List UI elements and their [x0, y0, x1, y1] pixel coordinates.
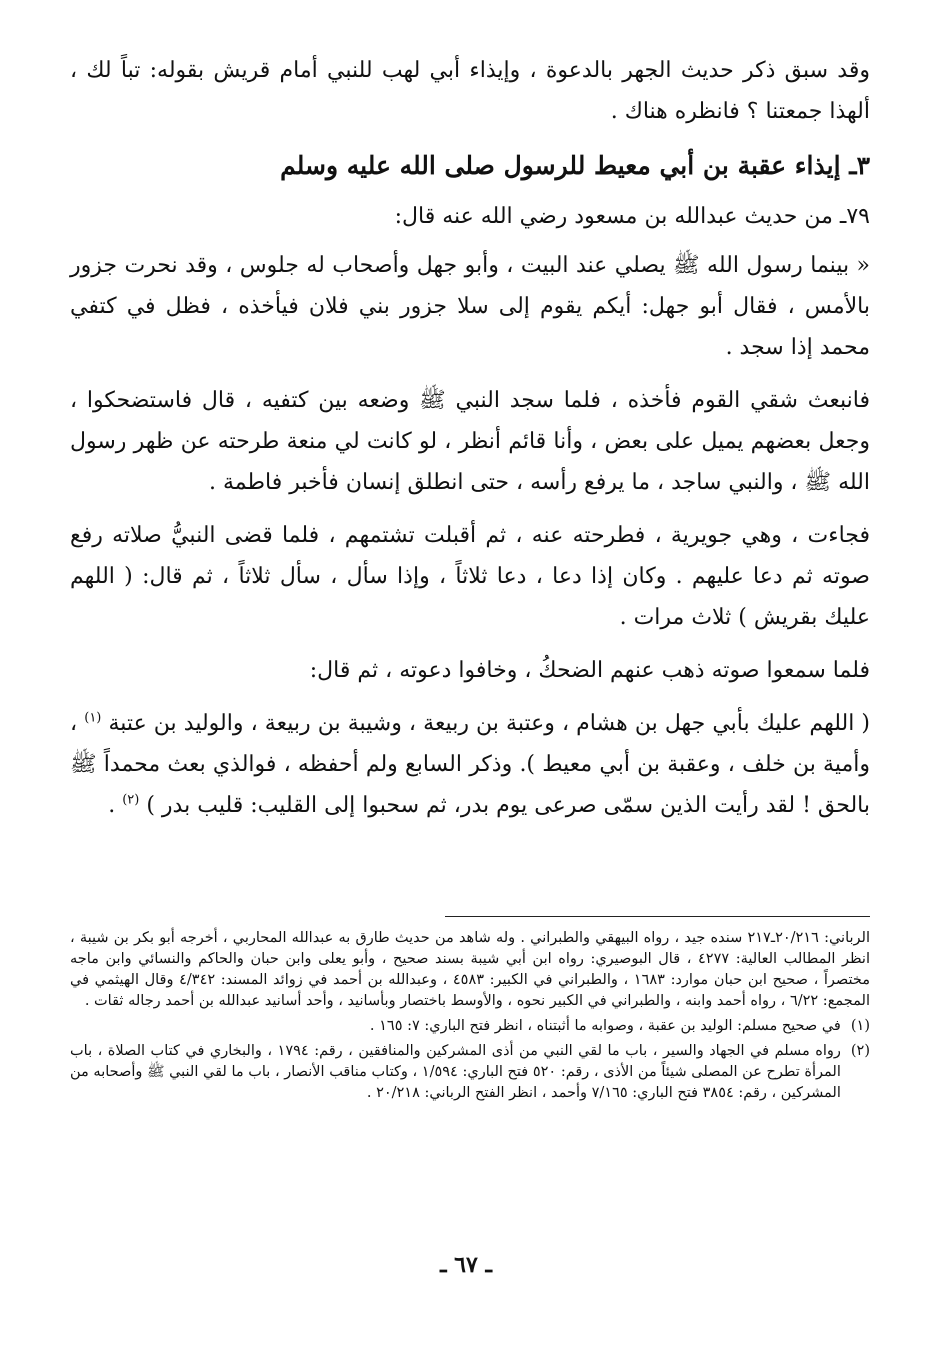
footnote-2-mark: (٢) [850, 1043, 870, 1059]
hadith-paragraph-5 [70, 703, 870, 826]
page-number: ـ ٦٧ ـ [440, 1252, 492, 1278]
hadith-paragraph-4: فلما سمعوا صوته ذهب عنهم الضحكُ ، وخافوا دعوته ، ثم قال: [309, 658, 870, 683]
footnote-2 [70, 1041, 870, 1104]
footnote-ref-2[interactable]: (٢) [122, 792, 140, 808]
footnote-2-text: رواه مسلم في الجهاد والسير ، باب ما لقي النبي من أذى المشركين والمنافقين ، رقم: ١٧٩٤ ، والبخاري في كتاب الصلاة ، باب المرأة تطرح عن المصلى شيئاً من الأذى ، رقم: ٥٢٠ فتح الباري: ١/٥٩٤ ، وكتاب مناقب الأنصار ، باب ما لقي النبي ﷺ وأصحابه من المشركين ، رقم: ٣٨٥٤ فتح الباري: ٧/١٦٥ وأحمد ، انظر الفتح الرباني: ٢٠/٢١٨ . [70, 1043, 841, 1101]
footnote-ref-1[interactable]: (١) [84, 710, 102, 726]
hadith-intro: ٧٩ـ من حديث عبدالله بن مسعود رضي الله عنه قال: [394, 204, 870, 229]
footnote-1-text: في صحيح مسلم: الوليد بن عقبة ، وصوابه ما أثبتناه ، انظر فتح الباري: ٧: ١٦٥ . [369, 1018, 841, 1034]
footnote-1 [70, 1016, 870, 1037]
footnote-continuation: الرباني: ٢٠/٢١٦ـ٢١٧ سنده جيد ، رواه البيهقي والطبراني . وله شاهد من حديث طارق به عبدالله المحاربي ، أخرجه أبو بكر بن شيبة ، انظر المطالب العالية: ٤٢٧٧ ، قال البوصيري: رواه ابن أبي شيبة بسند صحيح ، وأبو يعلى وابن حبان والحاكم والنسائي وابن ماجه مختصراً ، صحيح ابن حبان موارد: ١٦٨٣ ، والطبراني في الكبير: ٤٥٨٣ ، وعبدالله بن أحمد في زوائد المسند: ٤/٣٤٢ وقال الهيثمي في المجمع: ٦/٢٢ ، رواه أحمد وابنه ، والطبراني في الكبير نحوه ، والأوسط باختصار وبأسانيد ، وأحد أسانيد عبدالله بن أحمد رجاله ثقات . [70, 930, 871, 1009]
main-text [70, 50, 870, 838]
hadith-paragraph-5-part-b: ، وأمية بن خلف ، وعقبة بن أبي معيط ). وذكر السابع ولم أحفظه ، فوالذي بعث محمداً ﷺ بالحق ! لقد رأيت الذين سمّى صرعى يوم بدر، ثم سحبوا إلى القليب: قليب بدر ) [70, 711, 870, 818]
section-heading: ٣ـ إيذاء عقبة بن أبي معيط للرسول صلى الله عليه وسلم [280, 151, 870, 180]
footnotes [70, 928, 870, 1104]
footnote-divider [445, 916, 870, 917]
hadith-paragraph-5-part-a: ( اللهم عليك بأبي جهل بن هشام ، وعتبة بن ربيعة ، وشيبة بن ربيعة ، والوليد بن عتبة [108, 711, 871, 736]
paragraph-intro: وقد سبق ذكر حديث الجهر بالدعوة ، وإيذاء أبي لهب للنبي أمام قريش بقوله: تباً لك ، ألهذا جمعتنا ؟ فانظره هناك . [70, 58, 870, 124]
hadith-paragraph-3: فجاءت ، وهي جويرية ، فطرحته عنه ، ثم أقبلت تشتمهم ، فلما قضى النبيُّ صلاته رفع صوته ثم دعا عليهم . وكان إذا دعا ، دعا ثلاثاً ، وإذا سأل ، سأل ثلاثاً ، ثم قال: ( اللهم عليك بقريش ) ثلاث مرات . [70, 523, 870, 630]
footnote-1-mark: (١) [850, 1018, 870, 1034]
hadith-paragraph-2: فانبعث شقي القوم فأخذه ، فلما سجد النبي ﷺ وضعه بين كتفيه ، قال فاستضحكوا ، وجعل بعضهم يميل على بعض ، وأنا قائم أنظر ، لو كانت لي منعة طرحته عن ظهر رسول الله ﷺ ، والنبي ساجد ، ما يرفع رأسه ، حتى انطلق إنسان فأخبر فاطمة . [70, 388, 870, 495]
hadith-paragraph-1: « بينما رسول الله ﷺ يصلي عند البيت ، وأبو جهل وأصحاب له جلوس ، وقد نحرت جزور بالأمس ، فقال أبو جهل: أيكم يقوم إلى سلا جزور بني فلان فيأخذه ، فظل في كتفي محمد إذا سجد . [70, 253, 870, 360]
hadith-paragraph-5-part-c: . [108, 793, 116, 818]
